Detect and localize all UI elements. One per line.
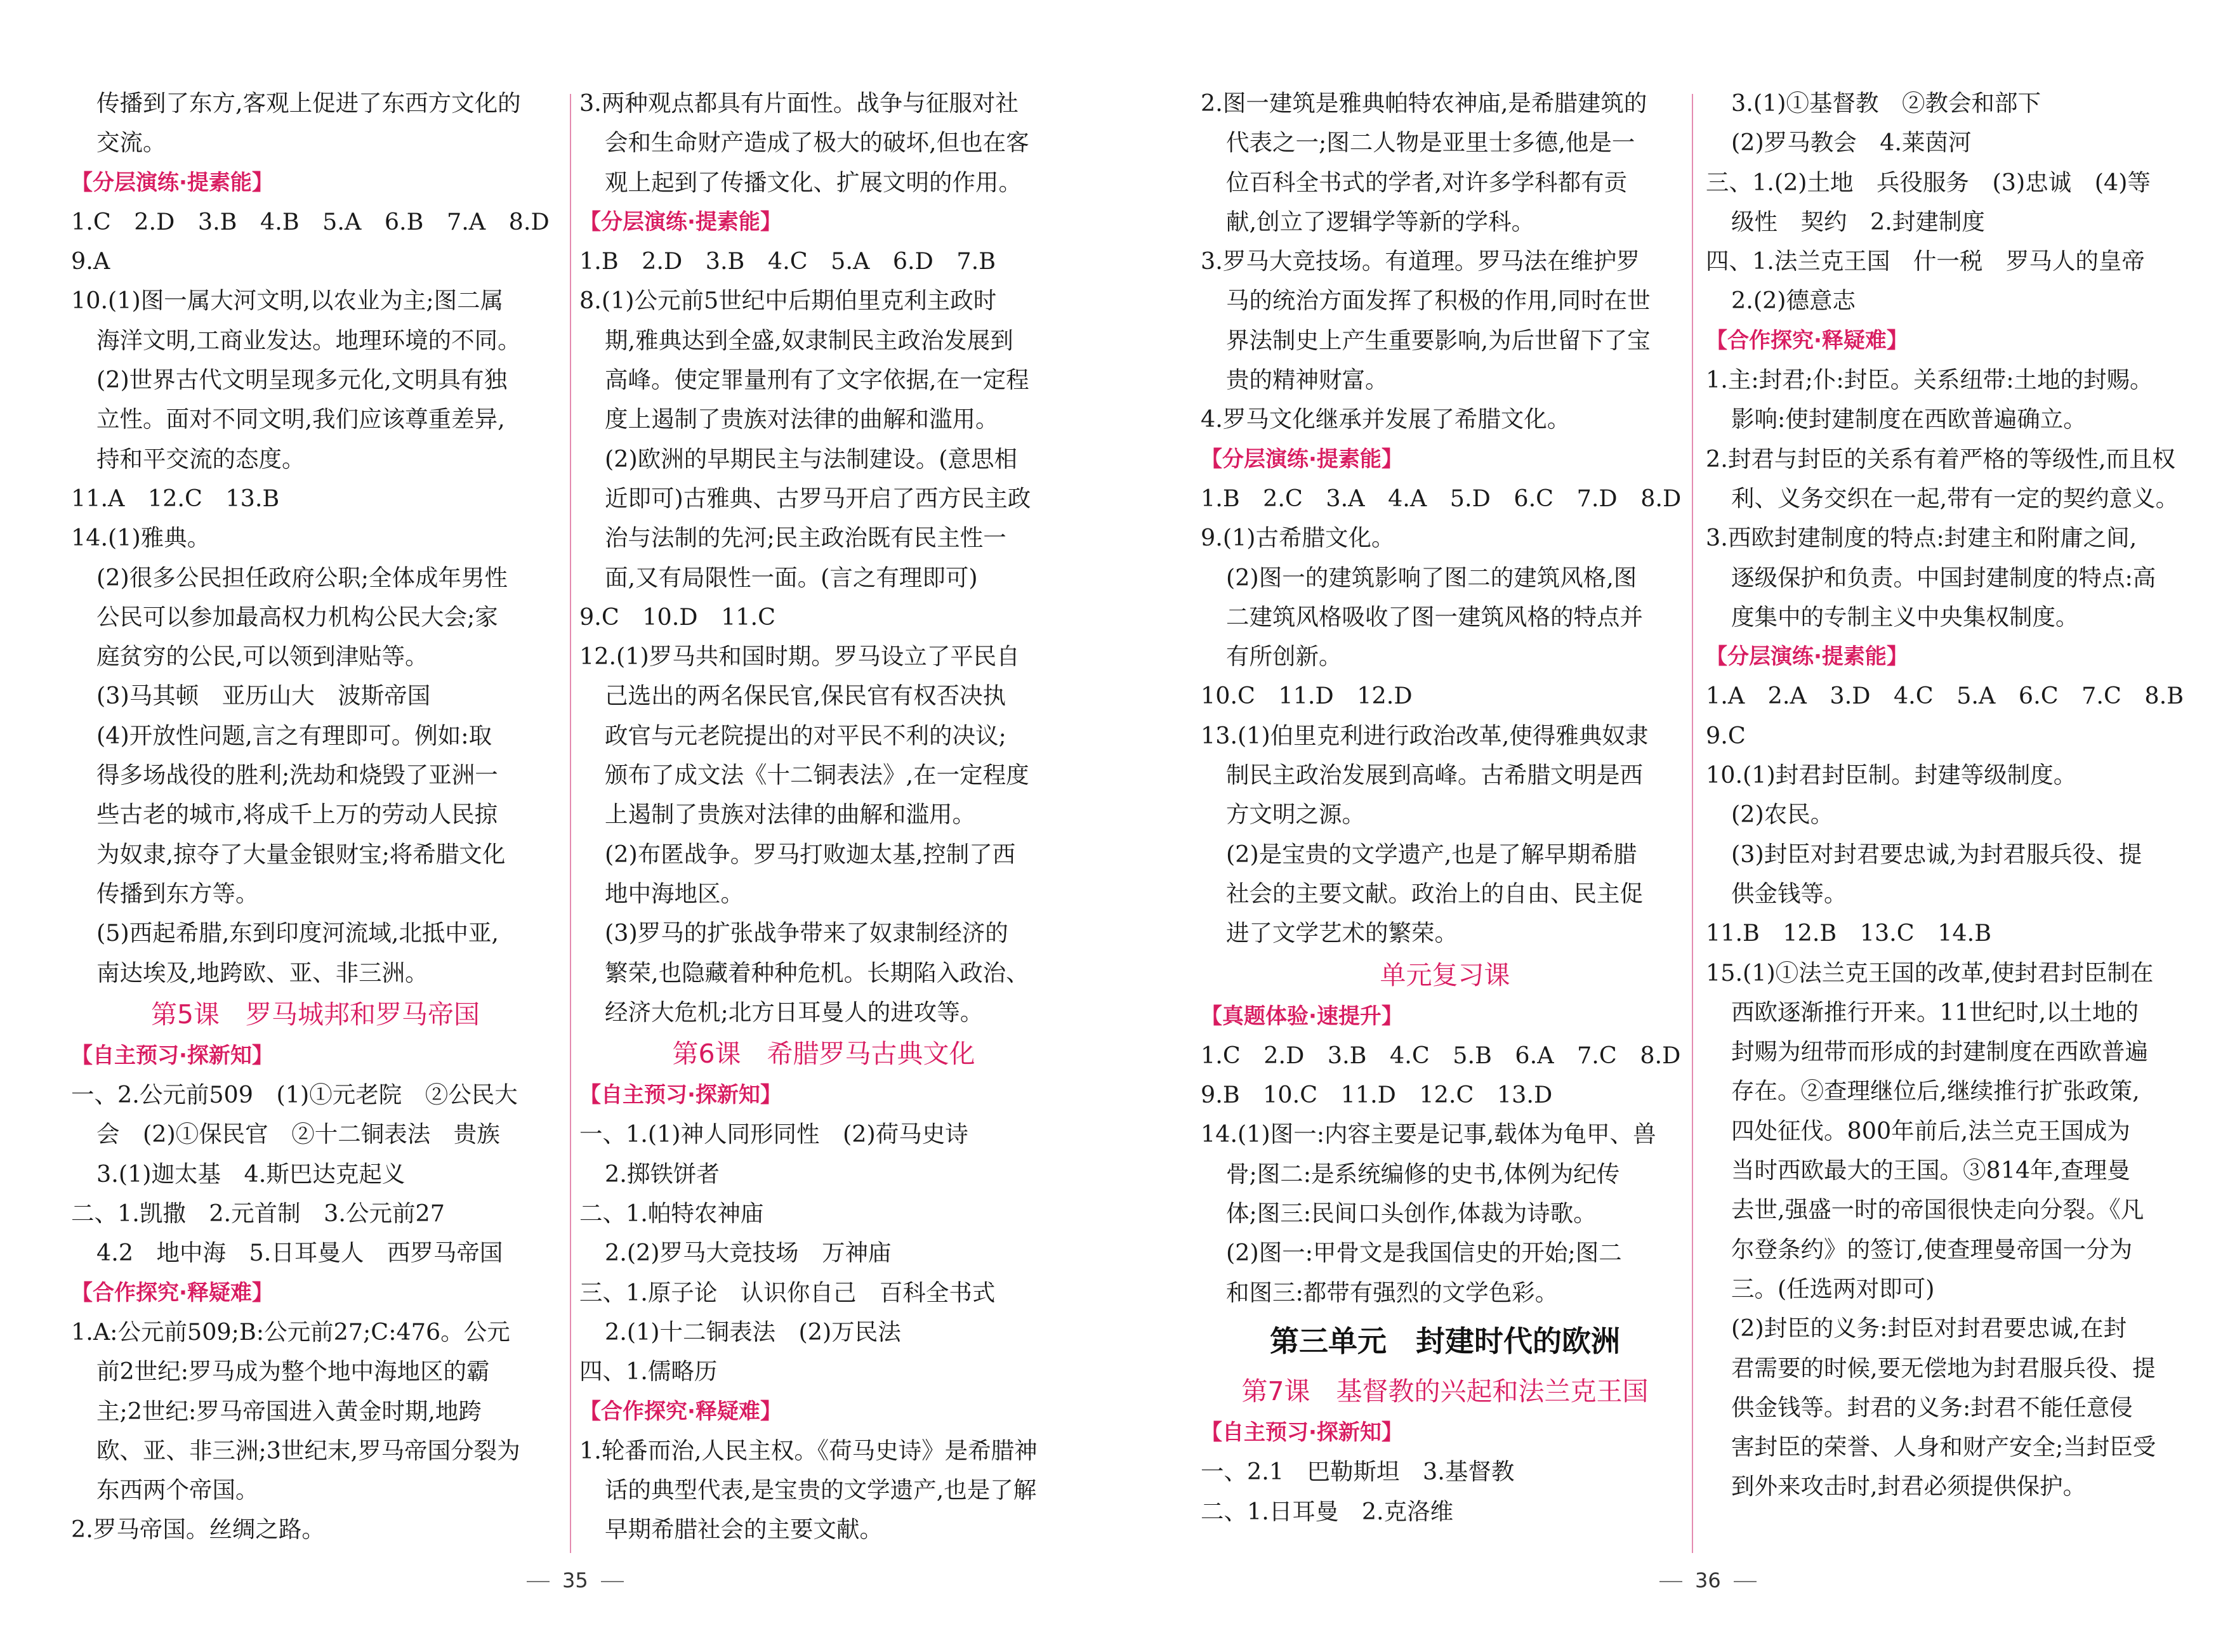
text-line: 14.(1)雅典。: [71, 524, 211, 552]
text-line: 一、2.公元前509 (1)①元老院 ②公民大: [71, 1081, 518, 1109]
text-line: 1.A 2.A 3.D 4.C 5.A 6.C 7.C 8.B: [1706, 682, 2184, 710]
section-heading: 【合作探究·释疑难】: [579, 1398, 782, 1424]
page-number-dash: [601, 1581, 624, 1582]
text-line: 繁荣,也隐藏着种种危机。长期陷入政治、: [605, 959, 1029, 987]
text-line: 经济大危机;北方日耳曼人的进攻等。: [605, 998, 984, 1026]
page-number-left-text: 35: [562, 1568, 588, 1592]
text-line: 3.西欧封建制度的特点:封建主和附庸之间,: [1706, 524, 2137, 552]
text-line: 2.(1)十二铜表法 (2)万民法: [605, 1318, 901, 1346]
text-line: 10.C 11.D 12.D: [1201, 682, 1413, 710]
text-line: 尔登条约》的签订,使查理曼帝国一分为: [1731, 1235, 2133, 1263]
text-line: 度集中的专制主义中央集权制度。: [1731, 603, 2079, 631]
text-line: 10.(1)封君封臣制。封建等级制度。: [1706, 761, 2077, 789]
text-line: 四、1.儒略历: [579, 1358, 718, 1386]
text-line: 1.C 2.D 3.B 4.C 5.B 6.A 7.C 8.D: [1201, 1041, 1681, 1069]
text-line: 15.(1)①法兰克王国的改革,使封君封臣制在: [1706, 959, 2154, 987]
text-line: (5)西起希腊,东到印度河流域,北抵中亚,: [96, 919, 499, 947]
text-line: (2)农民。: [1731, 801, 1834, 829]
text-line: 传播到东方等。: [96, 879, 259, 907]
column-2: [579, 84, 1068, 1550]
text-line: 些古老的城市,将成千上万的劳动人民掠: [96, 801, 498, 829]
text-line: 三。(任选两对即可): [1731, 1275, 1935, 1302]
text-line: 9.(1)古希腊文化。: [1201, 524, 1395, 552]
text-line: 立性。面对不同文明,我们应该尊重差异,: [96, 405, 505, 433]
page-number-right: [1647, 1568, 1769, 1592]
text-line: 上遏制了贵族对法律的曲解和滥用。: [605, 801, 975, 829]
text-line: 会 (2)①保民官 ②十二铜表法 贵族: [96, 1120, 500, 1148]
section-heading: 【真题体验·速提升】: [1201, 1003, 1403, 1029]
text-line: 1.主:封君;仆:封臣。关系纽带:土地的封赐。: [1706, 366, 2153, 394]
page-number-left: [514, 1568, 636, 1592]
text-line: 2.罗马帝国。丝绸之路。: [71, 1516, 325, 1544]
text-line: 地中海地区。: [605, 879, 744, 907]
column-4: [1706, 84, 2194, 1507]
text-line: 级性 契约 2.封建制度: [1731, 207, 1985, 235]
text-line: 二、1.日耳曼 2.克洛维: [1201, 1497, 1454, 1525]
column-1: [71, 84, 560, 1550]
text-line: 面,又有局限性一面。(言之有理即可): [605, 563, 978, 591]
text-line: 献,创立了逻辑学等新的学科。: [1226, 207, 1535, 235]
page-number-dash: [527, 1581, 550, 1582]
text-line: 1.A:公元前509;B:公元前27;C:476。公元: [71, 1318, 510, 1346]
section-heading: 【分层演练·提素能】: [1706, 644, 1908, 670]
text-line: 三、1.原子论 认识你自己 百科全书式: [579, 1278, 996, 1306]
text-line: 欧、亚、非三洲;3世纪末,罗马帝国分裂为: [96, 1436, 520, 1464]
lesson-title: 第5课 罗马城邦和罗马帝国: [150, 999, 480, 1030]
text-line: 制民主政治发展到高峰。古希腊文明是西: [1226, 761, 1643, 789]
section-heading: 【自主预习·探新知】: [579, 1082, 782, 1108]
text-line: 去世,强盛一时的帝国很快走向分裂。《凡: [1731, 1196, 2144, 1224]
text-line: 当时西欧最大的王国。③814年,查理曼: [1731, 1157, 2130, 1184]
text-line: (4)开放性问题,言之有理即可。例如:取: [96, 721, 492, 749]
section-heading: 【分层演练·提素能】: [71, 169, 274, 195]
text-line: 持和平交流的态度。: [96, 445, 305, 473]
text-line: 会和生命财产造成了极大的破坏,但也在客: [605, 129, 1029, 157]
text-line: (2)封臣的义务:封臣对封君要忠诚,在封: [1731, 1314, 2127, 1342]
text-line: 3.(1)①基督教 ②教会和部下: [1731, 89, 2041, 117]
text-line: 南达埃及,地跨欧、亚、非三洲。: [96, 959, 428, 987]
section-heading: 【合作探究·释疑难】: [71, 1280, 274, 1306]
text-line: 2.(2)德意志: [1731, 287, 1856, 315]
text-line: 到外来攻击时,封君必须提供保护。: [1731, 1472, 2087, 1500]
text-line: 存在。②查理继位后,继续推行扩张政策,: [1731, 1077, 2140, 1105]
page-number-right-text: 36: [1695, 1568, 1721, 1592]
section-heading: 【合作探究·释疑难】: [1706, 327, 1908, 353]
text-line: 10.(1)图一属大河文明,以农业为主;图二属: [71, 287, 504, 315]
text-line: 1.轮番而治,人民主权。《荷马史诗》是希腊神: [579, 1436, 1038, 1464]
text-line: 交流。: [96, 129, 166, 157]
text-line: 二、1.帕特农神庙: [579, 1200, 764, 1228]
text-line: 9.C: [1706, 721, 1746, 749]
text-line: 位百科全书式的学者,对许多学科都有贡: [1226, 168, 1628, 196]
text-line: 期,雅典达到全盛,奴隶制民主政治发展到: [605, 326, 1013, 354]
text-line: (2)图一:甲骨文是我国信史的开始;图二: [1226, 1239, 1622, 1267]
page-number-dash: [1659, 1581, 1682, 1582]
text-line: 12.(1)罗马共和国时期。罗马设立了平民自: [579, 643, 1020, 671]
text-line: (3)罗马的扩张战争带来了奴隶制经济的: [605, 919, 1008, 947]
text-line: 2.图一建筑是雅典帕特农神庙,是希腊建筑的: [1201, 89, 1647, 117]
text-line: 3.罗马大竞技场。有道理。罗马法在维护罗: [1201, 247, 1640, 275]
text-line: 高峰。使定罪量刑有了文字依据,在一定程: [605, 366, 1029, 394]
text-line: 骨;图二:是系统编修的史书,体例为纪传: [1226, 1160, 1620, 1188]
text-line: 治与法制的先河;民主政治既有民主性一: [605, 524, 1006, 552]
text-line: 前2世纪:罗马成为整个地中海地区的霸: [96, 1358, 490, 1386]
text-line: 进了文学艺术的繁荣。: [1226, 919, 1458, 947]
text-line: 界法制史上产生重要影响,为后世留下了宝: [1226, 326, 1651, 354]
text-line: 度上遏制了贵族对法律的曲解和滥用。: [605, 405, 999, 433]
text-line: 西欧逐渐推行开来。11世纪时,以土地的: [1731, 998, 2139, 1026]
lesson-title: 单元复习课: [1380, 959, 1510, 990]
text-line: 逐级保护和负责。中国封建制度的特点:高: [1731, 563, 2156, 591]
text-line: 体;图三:民间口头创作,体裁为诗歌。: [1226, 1200, 1597, 1228]
text-line: 政官与元老院提出的对平民不利的决议;: [605, 721, 1006, 749]
text-line: 四、1.法兰克王国 什一税 罗马人的皇帝: [1706, 247, 2145, 275]
section-heading: 【自主预习·探新知】: [71, 1042, 274, 1068]
text-line: 14.(1)图一:内容主要是记事,载体为龟甲、兽: [1201, 1120, 1656, 1148]
lesson-title: 第6课 希腊罗马古典文化: [672, 1039, 975, 1070]
lesson-title: 第7课 基督教的兴起和法兰克王国: [1241, 1375, 1649, 1406]
text-line: 东西两个帝国。: [96, 1476, 259, 1504]
text-line: 传播到了东方,客观上促进了东西方文化的: [96, 89, 521, 117]
text-line: 1.B 2.C 3.A 4.A 5.D 6.C 7.D 8.D: [1201, 484, 1682, 512]
text-line: 观上起到了传播文化、扩展文明的作用。: [605, 168, 1022, 196]
text-line: 四处征伐。800年前后,法兰克王国成为: [1731, 1117, 2130, 1144]
text-line: 和图三:都带有强烈的文学色彩。: [1226, 1278, 1559, 1306]
text-line: 一、1.(1)神人同形同性 (2)荷马史诗: [579, 1120, 968, 1148]
text-line: 供金钱等。: [1731, 879, 1847, 907]
column-3: [1201, 84, 1689, 1531]
text-line: 害封臣的荣誉、人身和财产安全;当封臣受: [1731, 1433, 2156, 1461]
text-line: 利、义务交织在一起,带有一定的契约意义。: [1731, 484, 2179, 512]
text-line: 代表之一;图二人物是亚里士多德,他是一: [1226, 129, 1635, 157]
text-line: 一、2.1 巴勒斯坦 3.基督教: [1201, 1458, 1515, 1486]
text-line: 4.罗马文化继承并发展了希腊文化。: [1201, 405, 1571, 433]
text-line: 有所创新。: [1226, 643, 1342, 671]
text-line: 近即可)古雅典、古罗马开启了西方民主政: [605, 484, 1031, 512]
text-line: 贵的精神财富。: [1226, 366, 1388, 394]
text-line: 得多场战役的胜利;洗劫和烧毁了亚洲一: [96, 761, 498, 789]
text-line: 为奴隶,掠夺了大量金银财宝;将希腊文化: [96, 840, 506, 868]
text-line: 1.B 2.D 3.B 4.C 5.A 6.D 7.B: [579, 247, 996, 275]
section-heading: 【分层演练·提素能】: [1201, 446, 1403, 472]
text-line: 2.掷铁饼者: [605, 1160, 720, 1188]
section-heading: 【分层演练·提素能】: [579, 209, 782, 235]
text-line: (3)马其顿 亚历山大 波斯帝国: [96, 682, 431, 710]
text-line: 庭贫穷的公民,可以领到津贴等。: [96, 643, 428, 671]
text-line: 3.(1)迦太基 4.斯巴达克起义: [96, 1160, 406, 1188]
text-line: 社会的主要文献。政治上的自由、民主促: [1226, 879, 1643, 907]
text-line: (3)封臣对封君要忠诚,为封君服兵役、提: [1731, 840, 2142, 868]
text-line: 封赐为纽带而形成的封建制度在西欧普遍: [1731, 1038, 2148, 1066]
text-line: 11.A 12.C 13.B: [71, 484, 280, 512]
text-line: 2.(2)罗马大竞技场 万神庙: [605, 1239, 892, 1267]
unit-title: 第三单元 封建时代的欧洲: [1270, 1323, 1620, 1358]
text-line: 二建筑风格吸收了图一建筑风格的特点并: [1226, 603, 1643, 631]
text-line: (2)是宝贵的文学遗产,也是了解早期希腊: [1226, 840, 1637, 868]
text-line: 13.(1)伯里克利进行政治改革,使得雅典奴隶: [1201, 721, 1649, 749]
text-line: 三、1.(2)土地 兵役服务 (3)忠诚 (4)等: [1706, 168, 2151, 196]
text-line: 9.A: [71, 247, 110, 275]
text-line: 4.2 地中海 5.日耳曼人 西罗马帝国: [96, 1239, 503, 1267]
text-line: (2)世界古代文明呈现多元化,文明具有独: [96, 366, 508, 394]
text-line: (2)图一的建筑影响了图二的建筑风格,图: [1226, 563, 1637, 591]
text-line: 公民可以参加最高权力机构公民大会;家: [96, 603, 498, 631]
text-line: 颁布了成文法《十二铜表法》,在一定程度: [605, 761, 1029, 789]
text-line: 己选出的两名保民官,保民官有权否决执: [605, 682, 1006, 710]
text-line: 8.(1)公元前5世纪中后期伯里克利主政时: [579, 287, 997, 315]
text-line: 9.C 10.D 11.C: [579, 603, 776, 631]
text-line: 供金钱等。封君的义务:封君不能任意侵: [1731, 1393, 2133, 1421]
section-heading: 【自主预习·探新知】: [1201, 1419, 1403, 1445]
text-line: 二、1.凯撒 2.元首制 3.公元前27: [71, 1200, 445, 1228]
text-line: (2)欧洲的早期民主与法制建设。(意思相: [605, 445, 1017, 473]
text-line: 方文明之源。: [1226, 801, 1365, 829]
text-line: 马的统治方面发挥了积极的作用,同时在世: [1226, 287, 1651, 315]
text-line: 11.B 12.B 13.C 14.B: [1706, 919, 1992, 947]
text-line: 2.封君与封臣的关系有着严格的等级性,而且权: [1706, 445, 2175, 473]
text-line: 影响:使封建制度在西欧普遍确立。: [1731, 405, 2087, 433]
page-number-dash: [1734, 1581, 1757, 1582]
text-line: 3.两种观点都具有片面性。战争与征服对社: [579, 89, 1019, 117]
text-line: 1.C 2.D 3.B 4.B 5.A 6.B 7.A 8.D: [71, 207, 550, 235]
column-divider-left: [570, 94, 571, 1553]
text-line: 9.B 10.C 11.D 12.C 13.D: [1201, 1081, 1553, 1109]
text-line: (2)布匿战争。罗马打败迦太基,控制了西: [605, 840, 1016, 868]
text-line: (2)很多公民担任政府公职;全体成年男性: [96, 563, 508, 591]
text-line: 主;2世纪:罗马帝国进入黄金时期,地跨: [96, 1397, 482, 1425]
text-line: 话的典型代表,是宝贵的文学遗产,也是了解: [605, 1476, 1037, 1504]
text-line: 君需要的时候,要无偿地为封君服兵役、提: [1731, 1354, 2156, 1382]
text-line: 早期希腊社会的主要文献。: [605, 1516, 883, 1544]
text-line: (2)罗马教会 4.莱茵河: [1731, 129, 1972, 157]
text-line: 海洋文明,工商业发达。地理环境的不同。: [96, 326, 521, 354]
column-divider-right: [1692, 94, 1693, 1553]
